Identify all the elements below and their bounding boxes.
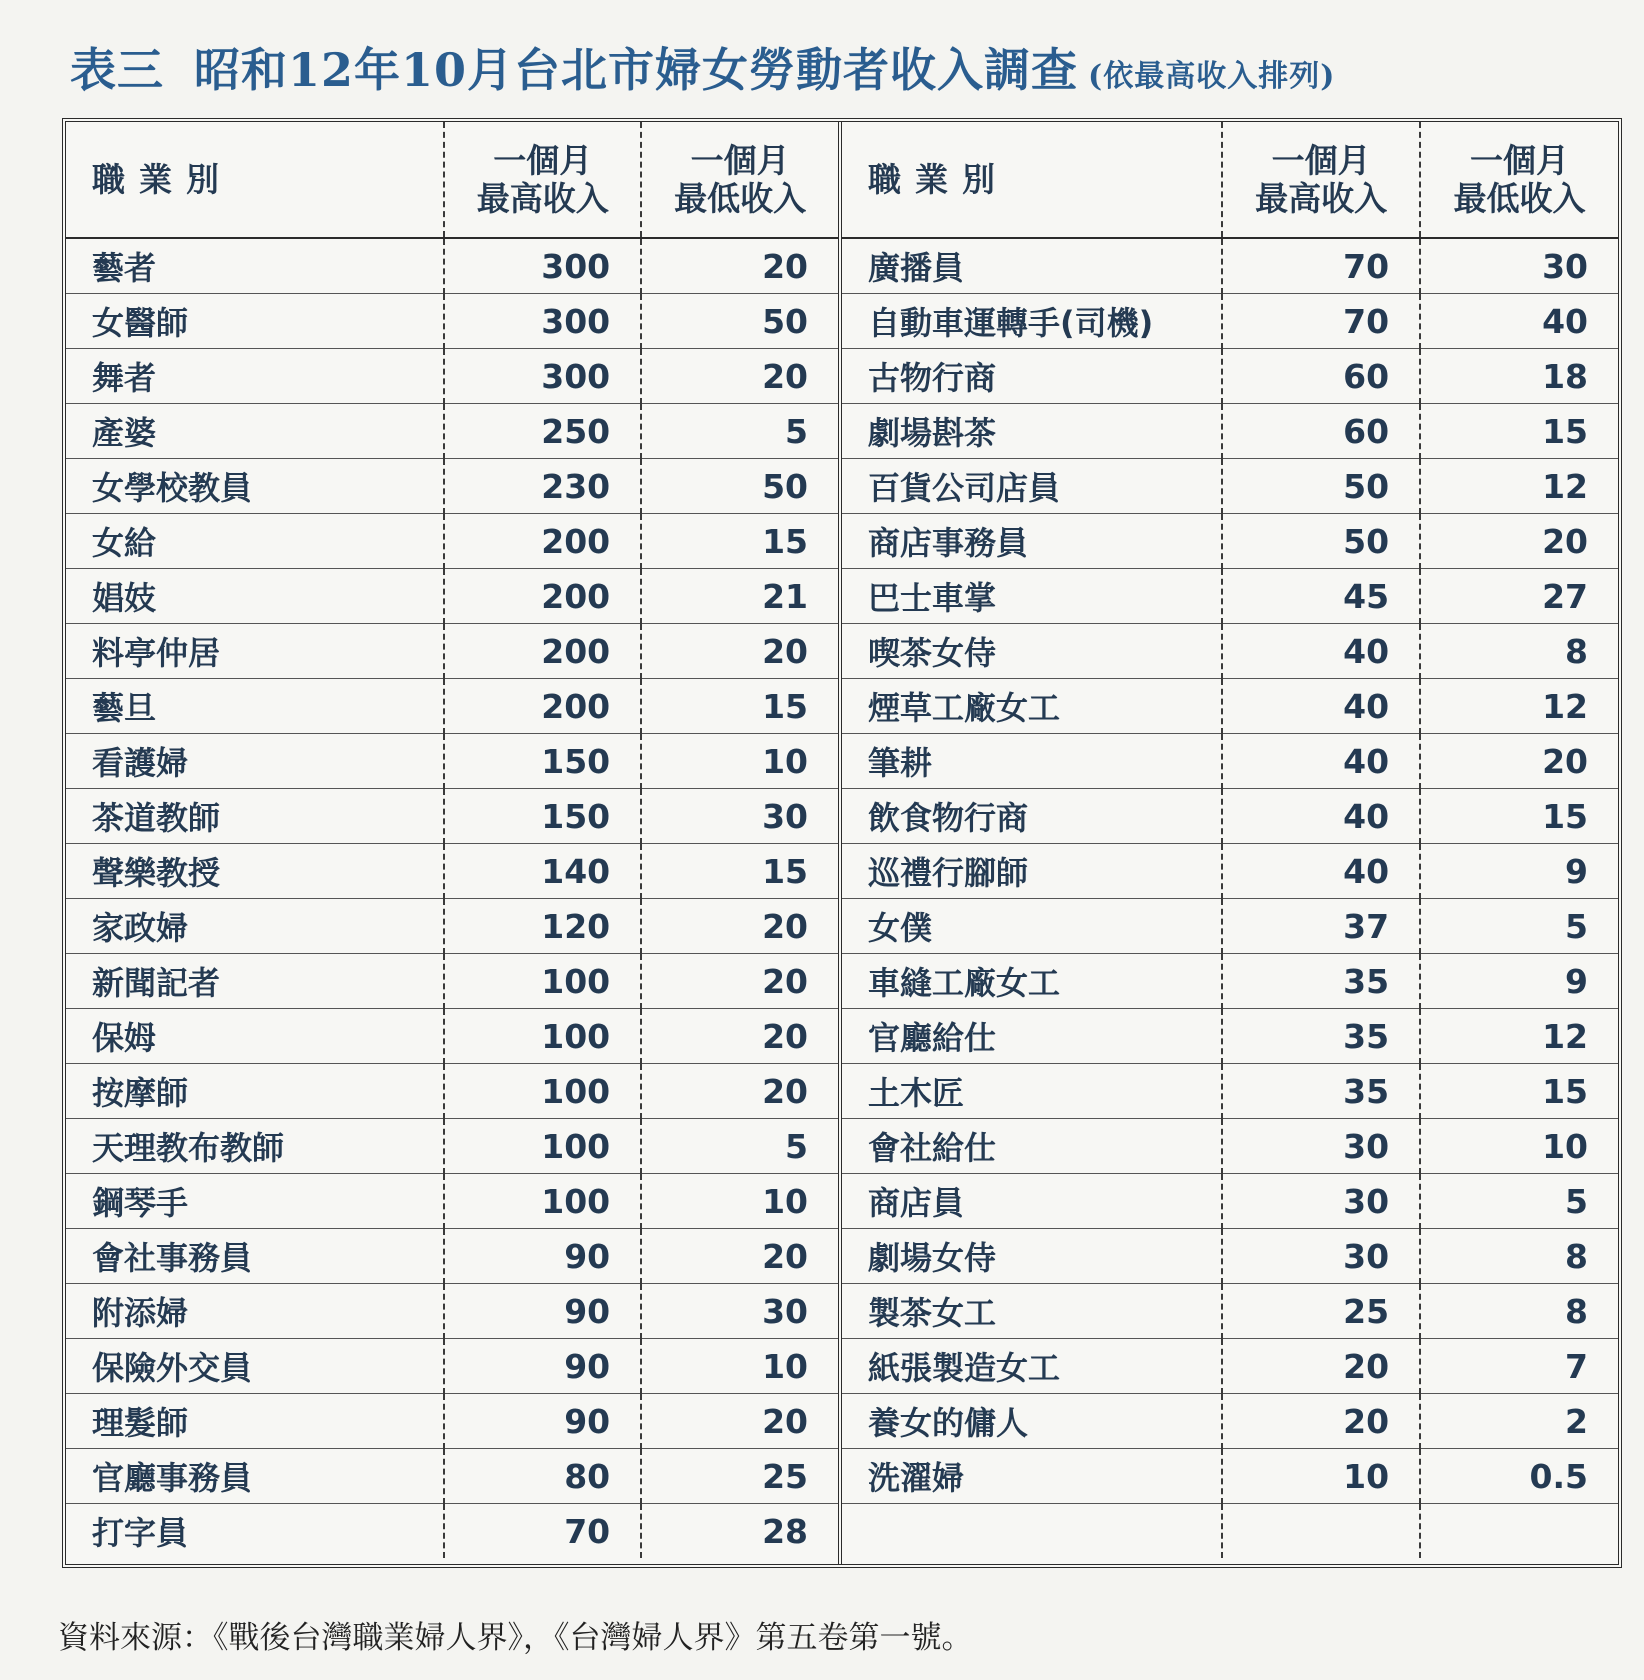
min-income-cell: 20 <box>641 1229 838 1284</box>
left-table <box>66 122 838 1558</box>
max-income-cell: 200 <box>444 679 641 734</box>
max-income-cell: 100 <box>444 1064 641 1119</box>
table-row <box>842 899 1618 954</box>
max-income-cell: 40 <box>1222 734 1420 789</box>
min-income-cell: 30 <box>641 789 838 844</box>
min-income-cell: 7 <box>1420 1339 1618 1394</box>
table-row <box>842 1339 1618 1394</box>
min-income-cell: 9 <box>1420 954 1618 1009</box>
max-income-cell: 70 <box>444 1504 641 1559</box>
min-income-cell: 25 <box>641 1449 838 1504</box>
table-row <box>66 514 838 569</box>
max-income-cell: 30 <box>1222 1174 1420 1229</box>
header-occupation: 職業別 <box>842 122 1222 238</box>
table-row <box>842 1229 1618 1284</box>
max-income-cell: 300 <box>444 294 641 349</box>
occupation-cell: 女給 <box>66 514 444 569</box>
occupation-cell: 會社給仕 <box>842 1119 1222 1174</box>
max-income-cell: 37 <box>1222 899 1420 954</box>
max-income-cell: 200 <box>444 514 641 569</box>
table-row <box>842 294 1618 349</box>
occupation-cell: 聲樂教授 <box>66 844 444 899</box>
table-row <box>842 1174 1618 1229</box>
occupation-cell: 古物行商 <box>842 349 1222 404</box>
table-row <box>842 624 1618 679</box>
min-income-cell: 20 <box>641 954 838 1009</box>
max-income-cell: 300 <box>444 349 641 404</box>
min-income-cell: 20 <box>641 899 838 954</box>
table-number: 表三 <box>70 43 164 97</box>
right-table <box>842 122 1618 1558</box>
occupation-cell: 廣播員 <box>842 238 1222 294</box>
occupation-cell: 飲食物行商 <box>842 789 1222 844</box>
table-row <box>66 1504 838 1559</box>
max-income-cell: 80 <box>444 1449 641 1504</box>
source-note: 資料來源：《戰後台灣職業婦人界》，《台灣婦人界》第五卷第一號。 <box>58 1620 973 1656</box>
header-min-line2: 最低收入 <box>1453 178 1586 218</box>
max-income-cell: 40 <box>1222 844 1420 899</box>
table-row <box>842 954 1618 1009</box>
left-table-body <box>66 238 838 1558</box>
occupation-cell: 藝者 <box>66 238 444 294</box>
max-income-cell: 50 <box>1222 514 1420 569</box>
header-min-income <box>641 122 838 238</box>
table-row <box>66 1449 838 1504</box>
occupation-cell: 料亭仲居 <box>66 624 444 679</box>
table-row <box>842 734 1618 789</box>
occupation-cell: 會社事務員 <box>66 1229 444 1284</box>
max-income-cell: 30 <box>1222 1119 1420 1174</box>
max-income-cell: 300 <box>444 238 641 294</box>
max-income-cell: 200 <box>444 569 641 624</box>
min-income-cell: 5 <box>1420 1174 1618 1229</box>
min-income-cell: 20 <box>1420 514 1618 569</box>
table-row <box>842 1009 1618 1064</box>
table-row <box>842 1064 1618 1119</box>
min-income-cell: 20 <box>641 349 838 404</box>
table-row <box>66 954 838 1009</box>
occupation-cell: 茶道教師 <box>66 789 444 844</box>
header-max-line2: 最高收入 <box>476 178 609 218</box>
occupation-cell: 商店員 <box>842 1174 1222 1229</box>
occupation-cell: 按摩師 <box>66 1064 444 1119</box>
max-income-cell: 200 <box>444 624 641 679</box>
income-table <box>62 118 1622 1568</box>
min-income-cell: 12 <box>1420 679 1618 734</box>
table-row <box>66 734 838 789</box>
occupation-cell: 洗濯婦 <box>842 1449 1222 1504</box>
table-row <box>842 1284 1618 1339</box>
min-income-cell: 15 <box>1420 404 1618 459</box>
table-left-half <box>66 122 842 1564</box>
table-right-half <box>842 122 1618 1564</box>
min-income-cell: 15 <box>641 679 838 734</box>
table-row <box>66 899 838 954</box>
min-income-cell: 10 <box>641 1339 838 1394</box>
occupation-cell: 藝旦 <box>66 679 444 734</box>
table-row <box>66 1394 838 1449</box>
table-row <box>66 404 838 459</box>
occupation-cell: 女學校教員 <box>66 459 444 514</box>
occupation-cell: 打字員 <box>92 1514 189 1552</box>
occupation-cell: 鋼琴手 <box>66 1174 444 1229</box>
table-row <box>842 1449 1618 1504</box>
min-income-cell: 15 <box>1420 1064 1618 1119</box>
occupation-cell: 養女的傭人 <box>842 1394 1222 1449</box>
table-row <box>842 1394 1618 1449</box>
occupation-cell: 產婆 <box>66 404 444 459</box>
min-income-cell: 5 <box>641 404 838 459</box>
table-row <box>842 514 1618 569</box>
occupation-cell: 舞者 <box>66 349 444 404</box>
min-income-cell: 20 <box>641 1009 838 1064</box>
min-income-cell: 12 <box>1420 459 1618 514</box>
min-income-cell: 15 <box>641 514 838 569</box>
table-row <box>842 679 1618 734</box>
min-income-cell: 20 <box>641 1064 838 1119</box>
table-row <box>842 1119 1618 1174</box>
table-row <box>66 1284 838 1339</box>
header-min-line1: 一個月 <box>690 140 790 180</box>
occupation-cell: 天理教布教師 <box>66 1119 444 1174</box>
min-income-cell: 10 <box>641 1174 838 1229</box>
max-income-cell: 150 <box>444 789 641 844</box>
max-income-cell: 90 <box>444 1284 641 1339</box>
max-income-cell: 120 <box>444 899 641 954</box>
table-row <box>842 404 1618 459</box>
min-income-cell <box>1420 1504 1618 1559</box>
table-row <box>66 349 838 404</box>
min-income-cell: 30 <box>1420 238 1618 294</box>
occupation-cell: 製茶女工 <box>842 1284 1222 1339</box>
min-income-cell: 15 <box>641 844 838 899</box>
min-income-cell: 20 <box>641 624 838 679</box>
max-income-cell: 20 <box>1222 1394 1420 1449</box>
min-income-cell: 20 <box>641 238 838 294</box>
table-row <box>66 844 838 899</box>
table-row <box>842 569 1618 624</box>
table-row <box>66 1174 838 1229</box>
min-income-cell: 20 <box>641 1394 838 1449</box>
occupation-cell: 自動車運轉手(司機) <box>842 294 1222 349</box>
occupation-cell <box>842 1504 1222 1559</box>
max-income-cell <box>1222 1504 1420 1559</box>
occupation-cell: 巴士車掌 <box>842 569 1222 624</box>
max-income-cell: 90 <box>444 1339 641 1394</box>
table-row <box>842 459 1618 514</box>
occupation-cell: 娼妓 <box>66 569 444 624</box>
table-row <box>842 238 1618 294</box>
min-income-cell: 8 <box>1420 1284 1618 1339</box>
header-row <box>842 122 1618 238</box>
occupation-cell: 劇場斟茶 <box>842 404 1222 459</box>
min-income-cell: 2 <box>1420 1394 1618 1449</box>
table-row <box>66 459 838 514</box>
header-max-line1: 一個月 <box>493 140 593 180</box>
max-income-cell: 35 <box>1222 1009 1420 1064</box>
table-title-main: 昭和12年10月台北市婦女勞動者收入調查 <box>194 43 1079 97</box>
occupation-cell: 筆耕 <box>842 734 1222 789</box>
occupation-cell: 看護婦 <box>66 734 444 789</box>
max-income-cell: 150 <box>444 734 641 789</box>
table-row <box>66 624 838 679</box>
table-row <box>66 294 838 349</box>
max-income-cell: 100 <box>444 1009 641 1064</box>
occupation-cell: 土木匠 <box>842 1064 1222 1119</box>
max-income-cell: 40 <box>1222 789 1420 844</box>
header-min-line2: 最低收入 <box>674 178 807 218</box>
header-max-line2: 最高收入 <box>1255 178 1388 218</box>
occupation-cell: 理髮師 <box>66 1394 444 1449</box>
max-income-cell: 30 <box>1222 1229 1420 1284</box>
min-income-cell: 10 <box>641 734 838 789</box>
min-income-cell: 27 <box>1420 569 1618 624</box>
max-income-cell: 100 <box>444 1119 641 1174</box>
header-max-line1: 一個月 <box>1271 140 1371 180</box>
occupation-cell: 新聞記者 <box>66 954 444 1009</box>
max-income-cell: 60 <box>1222 404 1420 459</box>
max-income-cell: 100 <box>444 954 641 1009</box>
table-title-sub: (依最高收入排列) <box>1088 59 1336 94</box>
max-income-cell: 90 <box>444 1394 641 1449</box>
occupation-cell: 女醫師 <box>66 294 444 349</box>
max-income-cell: 40 <box>1222 679 1420 734</box>
table-row <box>842 844 1618 899</box>
table-row <box>66 238 838 294</box>
max-income-cell: 50 <box>1222 459 1420 514</box>
max-income-cell: 45 <box>1222 569 1420 624</box>
occupation-cell: 商店事務員 <box>842 514 1222 569</box>
occupation-cell: 車縫工廠女工 <box>842 954 1222 1009</box>
min-income-cell: 9 <box>1420 844 1618 899</box>
table-row <box>842 1504 1618 1559</box>
min-income-cell: 50 <box>641 294 838 349</box>
header-occupation: 職業別 <box>66 122 444 238</box>
table-row <box>66 569 838 624</box>
max-income-cell: 40 <box>1222 624 1420 679</box>
min-income-cell: 30 <box>641 1284 838 1339</box>
min-income-cell: 28 <box>641 1504 838 1559</box>
table-title <box>70 34 1335 100</box>
occupation-cell: 巡禮行腳師 <box>842 844 1222 899</box>
table-row <box>842 789 1618 844</box>
occupation-cell: 保險外交員 <box>66 1339 444 1394</box>
header-min-line1: 一個月 <box>1470 140 1570 180</box>
max-income-cell: 35 <box>1222 954 1420 1009</box>
max-income-cell: 100 <box>444 1174 641 1229</box>
occupation-cell: 喫茶女侍 <box>842 624 1222 679</box>
max-income-cell: 10 <box>1222 1449 1420 1504</box>
max-income-cell: 250 <box>444 404 641 459</box>
min-income-cell: 18 <box>1420 349 1618 404</box>
header-max-income <box>444 122 641 238</box>
max-income-cell: 140 <box>444 844 641 899</box>
table-row <box>842 349 1618 404</box>
min-income-cell: 50 <box>641 459 838 514</box>
occupation-cell: 家政婦 <box>66 899 444 954</box>
min-income-cell: 8 <box>1420 1229 1618 1284</box>
occupation-cell: 保姆 <box>66 1009 444 1064</box>
min-income-cell: 8 <box>1420 624 1618 679</box>
min-income-cell: 15 <box>1420 789 1618 844</box>
max-income-cell: 60 <box>1222 349 1420 404</box>
min-income-cell: 20 <box>1420 734 1618 789</box>
table-row <box>66 1064 838 1119</box>
max-income-cell: 230 <box>444 459 641 514</box>
table-row <box>66 1119 838 1174</box>
header-row <box>66 122 838 238</box>
right-table-body <box>842 238 1618 1558</box>
occupation-cell: 官廳事務員 <box>66 1449 444 1504</box>
occupation-cell: 紙張製造女工 <box>842 1339 1222 1394</box>
occupation-cell: 煙草工廠女工 <box>842 679 1222 734</box>
occupation-cell: 劇場女侍 <box>842 1229 1222 1284</box>
occupation-cell: 附添婦 <box>66 1284 444 1339</box>
header-max-income <box>1222 122 1420 238</box>
table-row <box>66 789 838 844</box>
table-row <box>66 679 838 734</box>
max-income-cell: 25 <box>1222 1284 1420 1339</box>
max-income-cell: 70 <box>1222 294 1420 349</box>
min-income-cell: 5 <box>641 1119 838 1174</box>
occupation-cell: 百貨公司店員 <box>842 459 1222 514</box>
max-income-cell: 90 <box>444 1229 641 1284</box>
min-income-cell: 12 <box>1420 1009 1618 1064</box>
table-row <box>66 1229 838 1284</box>
occupation-cell: 官廳給仕 <box>842 1009 1222 1064</box>
min-income-cell: 5 <box>1420 899 1618 954</box>
min-income-cell: 40 <box>1420 294 1618 349</box>
min-income-cell: 10 <box>1420 1119 1618 1174</box>
max-income-cell: 70 <box>1222 238 1420 294</box>
table-row <box>66 1009 838 1064</box>
min-income-cell: 21 <box>641 569 838 624</box>
occupation-cell: 女僕 <box>842 899 1222 954</box>
max-income-cell: 35 <box>1222 1064 1420 1119</box>
max-income-cell: 20 <box>1222 1339 1420 1394</box>
header-min-income <box>1420 122 1618 238</box>
min-income-cell: 0.5 <box>1420 1449 1618 1504</box>
table-row <box>66 1339 838 1394</box>
